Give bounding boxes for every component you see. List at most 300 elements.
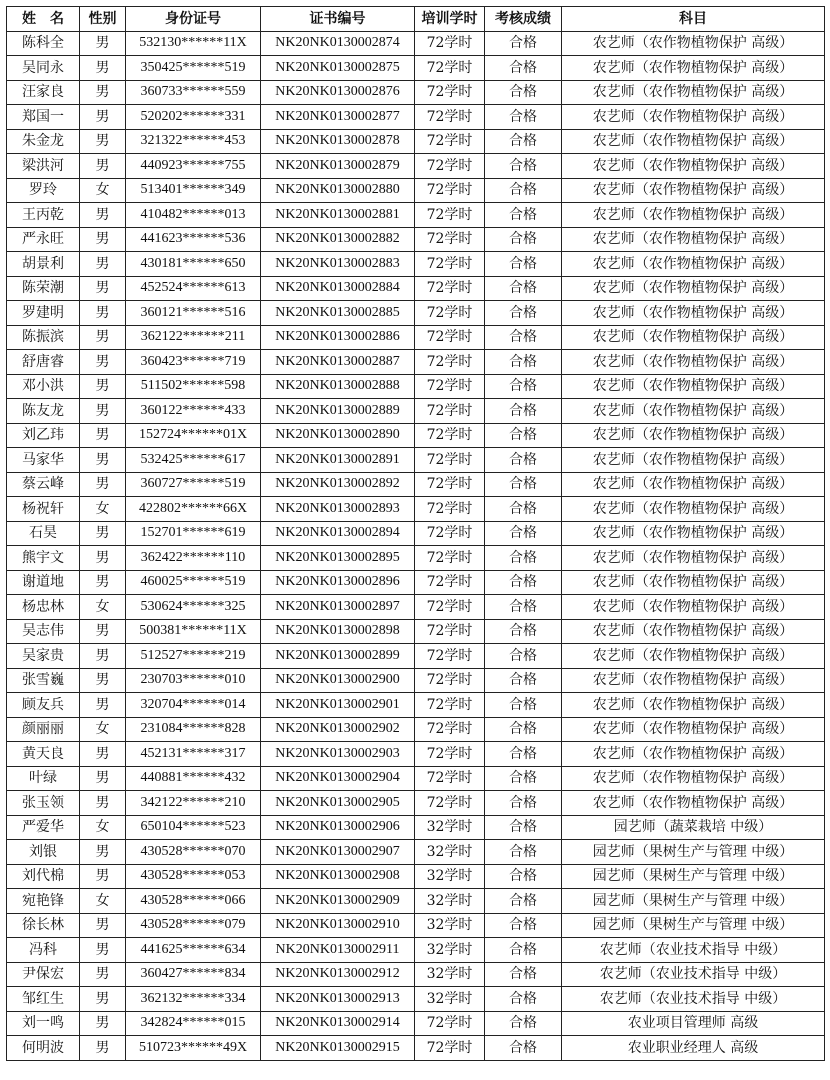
cell-name: 陈振滨 (7, 325, 80, 350)
cell-assessment-result: 合格 (485, 276, 562, 301)
cell-certificate-number: NK20NK0130002911 (261, 938, 415, 963)
cell-training-hours: 72学时 (415, 693, 485, 718)
table-row (7, 448, 825, 473)
cell-subject: 农艺师（农作物植物保护 高级） (562, 56, 825, 81)
cell-name: 刘乙玮 (7, 423, 80, 448)
cell-name: 张雪巍 (7, 668, 80, 693)
cell-assessment-result: 合格 (485, 472, 562, 497)
cell-certificate-number: NK20NK0130002880 (261, 178, 415, 203)
cell-gender: 男 (80, 644, 126, 669)
cell-certificate-number: NK20NK0130002878 (261, 129, 415, 154)
cell-gender: 男 (80, 570, 126, 595)
table-row (7, 766, 825, 791)
cell-certificate-number: NK20NK0130002905 (261, 791, 415, 816)
cell-subject: 园艺师（果树生产与管理 中级） (562, 840, 825, 865)
cell-training-hours: 72学时 (415, 766, 485, 791)
table-row (7, 56, 825, 81)
table-row (7, 864, 825, 889)
cell-training-hours: 32学时 (415, 815, 485, 840)
cell-name: 石昊 (7, 521, 80, 546)
cell-name: 宛艳锋 (7, 889, 80, 914)
cell-assessment-result: 合格 (485, 840, 562, 865)
cell-certificate-number: NK20NK0130002884 (261, 276, 415, 301)
table-row (7, 938, 825, 963)
table-row (7, 31, 825, 56)
cell-subject: 农艺师（农作物植物保护 高级） (562, 325, 825, 350)
cell-gender: 男 (80, 105, 126, 130)
cell-id-number: 510723******49X (126, 1036, 261, 1061)
cell-gender: 男 (80, 56, 126, 81)
cell-assessment-result: 合格 (485, 178, 562, 203)
cell-assessment-result: 合格 (485, 644, 562, 669)
cell-training-hours: 72学时 (415, 546, 485, 571)
table-row (7, 717, 825, 742)
cell-gender: 男 (80, 374, 126, 399)
cell-assessment-result: 合格 (485, 423, 562, 448)
cell-certificate-number: NK20NK0130002901 (261, 693, 415, 718)
cell-name: 吴家贵 (7, 644, 80, 669)
cell-id-number: 513401******349 (126, 178, 261, 203)
cell-subject: 农艺师（农作物植物保护 高级） (562, 227, 825, 252)
cell-subject: 农艺师（农作物植物保护 高级） (562, 668, 825, 693)
cell-training-hours: 72学时 (415, 374, 485, 399)
cell-certificate-number: NK20NK0130002882 (261, 227, 415, 252)
cell-subject: 农艺师（农作物植物保护 高级） (562, 717, 825, 742)
cell-assessment-result: 合格 (485, 448, 562, 473)
cell-training-hours: 32学时 (415, 962, 485, 987)
cell-gender: 男 (80, 203, 126, 228)
cell-subject: 农艺师（农业技术指导 中级） (562, 987, 825, 1012)
cell-gender: 男 (80, 619, 126, 644)
cell-id-number: 460025******519 (126, 570, 261, 595)
cell-subject: 园艺师（果树生产与管理 中级） (562, 913, 825, 938)
cell-training-hours: 72学时 (415, 227, 485, 252)
cell-training-hours: 72学时 (415, 448, 485, 473)
cell-assessment-result: 合格 (485, 203, 562, 228)
cell-id-number: 422802******66X (126, 497, 261, 522)
cell-subject: 农艺师（农作物植物保护 高级） (562, 693, 825, 718)
table-row (7, 791, 825, 816)
cell-id-number: 360122******433 (126, 399, 261, 424)
cell-assessment-result: 合格 (485, 31, 562, 56)
cell-subject: 农艺师（农作物植物保护 高级） (562, 350, 825, 375)
cell-certificate-number: NK20NK0130002902 (261, 717, 415, 742)
cell-subject: 农艺师（农作物植物保护 高级） (562, 105, 825, 130)
cell-training-hours: 72学时 (415, 129, 485, 154)
cell-training-hours: 72学时 (415, 619, 485, 644)
cell-certificate-number: NK20NK0130002898 (261, 619, 415, 644)
cell-assessment-result: 合格 (485, 619, 562, 644)
table-row (7, 472, 825, 497)
header-assessment-result: 考核成绩 (485, 7, 562, 32)
cell-gender: 女 (80, 889, 126, 914)
cell-name: 舒唐睿 (7, 350, 80, 375)
table-row (7, 815, 825, 840)
cell-id-number: 362422******110 (126, 546, 261, 571)
cell-certificate-number: NK20NK0130002909 (261, 889, 415, 914)
table-row (7, 595, 825, 620)
cell-gender: 男 (80, 742, 126, 767)
table-row (7, 203, 825, 228)
cell-id-number: 230703******010 (126, 668, 261, 693)
table-row (7, 840, 825, 865)
cell-subject: 农艺师（农作物植物保护 高级） (562, 276, 825, 301)
cell-id-number: 152701******619 (126, 521, 261, 546)
cell-training-hours: 72学时 (415, 301, 485, 326)
cell-id-number: 650104******523 (126, 815, 261, 840)
cell-gender: 男 (80, 154, 126, 179)
cell-training-hours: 72学时 (415, 521, 485, 546)
cell-name: 尹保宏 (7, 962, 80, 987)
cell-certificate-number: NK20NK0130002908 (261, 864, 415, 889)
cell-id-number: 532425******617 (126, 448, 261, 473)
cell-certificate-number: NK20NK0130002885 (261, 301, 415, 326)
cell-subject: 农艺师（农作物植物保护 高级） (562, 644, 825, 669)
cell-training-hours: 72学时 (415, 644, 485, 669)
cell-subject: 农艺师（农作物植物保护 高级） (562, 448, 825, 473)
cell-certificate-number: NK20NK0130002894 (261, 521, 415, 546)
cell-assessment-result: 合格 (485, 154, 562, 179)
header-training-hours: 培训学时 (415, 7, 485, 32)
cell-subject: 农艺师（农作物植物保护 高级） (562, 766, 825, 791)
cell-assessment-result: 合格 (485, 350, 562, 375)
cell-name: 罗建明 (7, 301, 80, 326)
cell-name: 胡景利 (7, 252, 80, 277)
cell-id-number: 452131******317 (126, 742, 261, 767)
cell-name: 马家华 (7, 448, 80, 473)
table-row (7, 105, 825, 130)
table-row (7, 252, 825, 277)
cell-id-number: 350425******519 (126, 56, 261, 81)
cell-training-hours: 72学时 (415, 742, 485, 767)
table-row (7, 80, 825, 105)
cell-name: 邹红生 (7, 987, 80, 1012)
table-row (7, 301, 825, 326)
cell-training-hours: 72学时 (415, 178, 485, 203)
cell-name: 叶绿 (7, 766, 80, 791)
cell-training-hours: 32学时 (415, 938, 485, 963)
cell-name: 邓小洪 (7, 374, 80, 399)
cell-id-number: 512527******219 (126, 644, 261, 669)
header-name: 姓 名 (7, 7, 80, 32)
cell-assessment-result: 合格 (485, 521, 562, 546)
table-row (7, 987, 825, 1012)
cell-gender: 男 (80, 448, 126, 473)
cell-name: 陈荣潮 (7, 276, 80, 301)
table-row (7, 619, 825, 644)
cell-gender: 男 (80, 227, 126, 252)
cell-certificate-number: NK20NK0130002899 (261, 644, 415, 669)
header-certificate-number: 证书编号 (261, 7, 415, 32)
cell-training-hours: 72学时 (415, 80, 485, 105)
cell-id-number: 360733******559 (126, 80, 261, 105)
cell-subject: 园艺师（果树生产与管理 中级） (562, 889, 825, 914)
cell-training-hours: 72学时 (415, 595, 485, 620)
certificate-list-sheet (6, 6, 824, 1061)
cell-certificate-number: NK20NK0130002892 (261, 472, 415, 497)
cell-gender: 男 (80, 791, 126, 816)
cell-id-number: 511502******598 (126, 374, 261, 399)
cell-subject: 农艺师（农作物植物保护 高级） (562, 252, 825, 277)
cell-subject: 农艺师（农作物植物保护 高级） (562, 80, 825, 105)
cell-name: 刘一鸣 (7, 1011, 80, 1036)
cell-assessment-result: 合格 (485, 570, 562, 595)
cell-training-hours: 72学时 (415, 668, 485, 693)
cell-id-number: 360727******519 (126, 472, 261, 497)
cell-name: 熊宇文 (7, 546, 80, 571)
cell-gender: 女 (80, 717, 126, 742)
cell-name: 陈友龙 (7, 399, 80, 424)
cell-id-number: 452524******613 (126, 276, 261, 301)
cell-assessment-result: 合格 (485, 938, 562, 963)
cell-assessment-result: 合格 (485, 252, 562, 277)
cell-assessment-result: 合格 (485, 497, 562, 522)
cell-name: 冯科 (7, 938, 80, 963)
cell-training-hours: 72学时 (415, 570, 485, 595)
cell-id-number: 440881******432 (126, 766, 261, 791)
cell-training-hours: 32学时 (415, 889, 485, 914)
cell-subject: 农艺师（农作物植物保护 高级） (562, 178, 825, 203)
cell-certificate-number: NK20NK0130002875 (261, 56, 415, 81)
cell-assessment-result: 合格 (485, 301, 562, 326)
cell-certificate-number: NK20NK0130002900 (261, 668, 415, 693)
cell-gender: 男 (80, 913, 126, 938)
cell-training-hours: 72学时 (415, 252, 485, 277)
cell-subject: 农艺师（农作物植物保护 高级） (562, 374, 825, 399)
cell-name: 谢道地 (7, 570, 80, 595)
table-row (7, 546, 825, 571)
cell-training-hours: 72学时 (415, 423, 485, 448)
cell-gender: 男 (80, 31, 126, 56)
cell-certificate-number: NK20NK0130002906 (261, 815, 415, 840)
cell-training-hours: 72学时 (415, 1011, 485, 1036)
cell-id-number: 430528******079 (126, 913, 261, 938)
cell-name: 严永旺 (7, 227, 80, 252)
cell-subject: 农艺师（农作物植物保护 高级） (562, 570, 825, 595)
cell-subject: 农艺师（农业技术指导 中级） (562, 938, 825, 963)
header-id-number: 身份证号 (126, 7, 261, 32)
table-row (7, 276, 825, 301)
cell-id-number: 530624******325 (126, 595, 261, 620)
cell-certificate-number: NK20NK0130002903 (261, 742, 415, 767)
cell-assessment-result: 合格 (485, 864, 562, 889)
table-row (7, 497, 825, 522)
cell-certificate-number: NK20NK0130002893 (261, 497, 415, 522)
table-row (7, 374, 825, 399)
cell-subject: 园艺师（果树生产与管理 中级） (562, 864, 825, 889)
cell-name: 顾友兵 (7, 693, 80, 718)
cell-assessment-result: 合格 (485, 227, 562, 252)
table-row (7, 399, 825, 424)
cell-training-hours: 72学时 (415, 350, 485, 375)
cell-certificate-number: NK20NK0130002879 (261, 154, 415, 179)
cell-id-number: 321322******453 (126, 129, 261, 154)
cell-name: 梁洪河 (7, 154, 80, 179)
cell-certificate-number: NK20NK0130002876 (261, 80, 415, 105)
table-row (7, 521, 825, 546)
cell-id-number: 430181******650 (126, 252, 261, 277)
cell-training-hours: 72学时 (415, 276, 485, 301)
table-row (7, 962, 825, 987)
cell-certificate-number: NK20NK0130002874 (261, 31, 415, 56)
cell-gender: 男 (80, 864, 126, 889)
cell-id-number: 360423******719 (126, 350, 261, 375)
cell-id-number: 441623******536 (126, 227, 261, 252)
cell-gender: 男 (80, 301, 126, 326)
cell-gender: 男 (80, 1036, 126, 1061)
table-row (7, 325, 825, 350)
cell-gender: 女 (80, 497, 126, 522)
cell-id-number: 152724******01X (126, 423, 261, 448)
cell-training-hours: 32学时 (415, 840, 485, 865)
cell-certificate-number: NK20NK0130002913 (261, 987, 415, 1012)
table-row (7, 668, 825, 693)
cell-name: 郑国一 (7, 105, 80, 130)
cell-id-number: 430528******066 (126, 889, 261, 914)
cell-certificate-number: NK20NK0130002883 (261, 252, 415, 277)
cell-id-number: 430528******053 (126, 864, 261, 889)
cell-training-hours: 72学时 (415, 791, 485, 816)
cell-subject: 农业职业经理人 高级 (562, 1036, 825, 1061)
cell-id-number: 430528******070 (126, 840, 261, 865)
cell-name: 颜丽丽 (7, 717, 80, 742)
cell-assessment-result: 合格 (485, 105, 562, 130)
table-body (7, 31, 825, 1060)
cell-assessment-result: 合格 (485, 693, 562, 718)
cell-subject: 农艺师（农作物植物保护 高级） (562, 399, 825, 424)
cell-gender: 男 (80, 521, 126, 546)
cell-name: 蔡云峰 (7, 472, 80, 497)
cell-assessment-result: 合格 (485, 80, 562, 105)
cell-gender: 男 (80, 546, 126, 571)
table-row (7, 1036, 825, 1061)
table-row (7, 570, 825, 595)
cell-certificate-number: NK20NK0130002895 (261, 546, 415, 571)
cell-certificate-number: NK20NK0130002915 (261, 1036, 415, 1061)
cell-gender: 男 (80, 325, 126, 350)
cell-certificate-number: NK20NK0130002889 (261, 399, 415, 424)
cell-subject: 农艺师（农作物植物保护 高级） (562, 742, 825, 767)
cell-name: 吴同永 (7, 56, 80, 81)
cell-gender: 男 (80, 80, 126, 105)
cell-id-number: 532130******11X (126, 31, 261, 56)
cell-assessment-result: 合格 (485, 374, 562, 399)
cell-subject: 农艺师（农作物植物保护 高级） (562, 497, 825, 522)
cell-assessment-result: 合格 (485, 129, 562, 154)
cell-certificate-number: NK20NK0130002907 (261, 840, 415, 865)
cell-name: 何明波 (7, 1036, 80, 1061)
cell-gender: 男 (80, 252, 126, 277)
cell-name: 杨祝轩 (7, 497, 80, 522)
cell-name: 杨忠林 (7, 595, 80, 620)
table-row (7, 154, 825, 179)
cell-name: 黄天良 (7, 742, 80, 767)
cell-id-number: 231084******828 (126, 717, 261, 742)
cell-training-hours: 32学时 (415, 913, 485, 938)
cell-name: 张玉领 (7, 791, 80, 816)
cell-certificate-number: NK20NK0130002904 (261, 766, 415, 791)
cell-subject: 农艺师（农作物植物保护 高级） (562, 203, 825, 228)
cell-subject: 农艺师（农作物植物保护 高级） (562, 546, 825, 571)
cell-training-hours: 72学时 (415, 203, 485, 228)
cell-gender: 男 (80, 840, 126, 865)
cell-training-hours: 72学时 (415, 56, 485, 81)
header-subject: 科目 (562, 7, 825, 32)
cell-id-number: 320704******014 (126, 693, 261, 718)
cell-certificate-number: NK20NK0130002891 (261, 448, 415, 473)
cell-certificate-number: NK20NK0130002887 (261, 350, 415, 375)
cell-certificate-number: NK20NK0130002886 (261, 325, 415, 350)
cell-assessment-result: 合格 (485, 668, 562, 693)
cell-gender: 女 (80, 595, 126, 620)
cell-training-hours: 72学时 (415, 325, 485, 350)
cell-name: 刘代棉 (7, 864, 80, 889)
cell-assessment-result: 合格 (485, 913, 562, 938)
cell-assessment-result: 合格 (485, 546, 562, 571)
cell-gender: 男 (80, 962, 126, 987)
cell-gender: 男 (80, 350, 126, 375)
cell-id-number: 360121******516 (126, 301, 261, 326)
cell-certificate-number: NK20NK0130002896 (261, 570, 415, 595)
cell-certificate-number: NK20NK0130002881 (261, 203, 415, 228)
cell-subject: 农艺师（农作物植物保护 高级） (562, 129, 825, 154)
cell-certificate-number: NK20NK0130002888 (261, 374, 415, 399)
cell-gender: 男 (80, 399, 126, 424)
cell-id-number: 342122******210 (126, 791, 261, 816)
cell-assessment-result: 合格 (485, 791, 562, 816)
cell-id-number: 440923******755 (126, 154, 261, 179)
cell-subject: 农业项目管理师 高级 (562, 1011, 825, 1036)
cell-training-hours: 72学时 (415, 717, 485, 742)
cell-certificate-number: NK20NK0130002914 (261, 1011, 415, 1036)
cell-certificate-number: NK20NK0130002890 (261, 423, 415, 448)
cell-subject: 农艺师（农作物植物保护 高级） (562, 595, 825, 620)
cell-name: 朱金龙 (7, 129, 80, 154)
cell-assessment-result: 合格 (485, 1036, 562, 1061)
cell-id-number: 342824******015 (126, 1011, 261, 1036)
cell-name: 王丙乾 (7, 203, 80, 228)
cell-gender: 男 (80, 938, 126, 963)
table-row (7, 1011, 825, 1036)
cell-gender: 男 (80, 129, 126, 154)
cell-subject: 农艺师（农作物植物保护 高级） (562, 423, 825, 448)
cell-gender: 男 (80, 423, 126, 448)
table-row (7, 913, 825, 938)
cell-assessment-result: 合格 (485, 717, 562, 742)
table-row (7, 423, 825, 448)
cell-subject: 园艺师（蔬菜栽培 中级） (562, 815, 825, 840)
cell-training-hours: 72学时 (415, 497, 485, 522)
table-row (7, 129, 825, 154)
cell-assessment-result: 合格 (485, 987, 562, 1012)
certificate-table (6, 6, 825, 1061)
cell-id-number: 362132******334 (126, 987, 261, 1012)
cell-training-hours: 32学时 (415, 987, 485, 1012)
cell-assessment-result: 合格 (485, 766, 562, 791)
cell-name: 吴志伟 (7, 619, 80, 644)
cell-gender: 男 (80, 987, 126, 1012)
cell-id-number: 360427******834 (126, 962, 261, 987)
cell-subject: 农艺师（农作物植物保护 高级） (562, 301, 825, 326)
table-header-row (7, 7, 825, 32)
cell-gender: 女 (80, 178, 126, 203)
cell-id-number: 500381******11X (126, 619, 261, 644)
cell-assessment-result: 合格 (485, 56, 562, 81)
cell-name: 罗玲 (7, 178, 80, 203)
cell-gender: 男 (80, 472, 126, 497)
cell-subject: 农艺师（农业技术指导 中级） (562, 962, 825, 987)
cell-training-hours: 72学时 (415, 105, 485, 130)
